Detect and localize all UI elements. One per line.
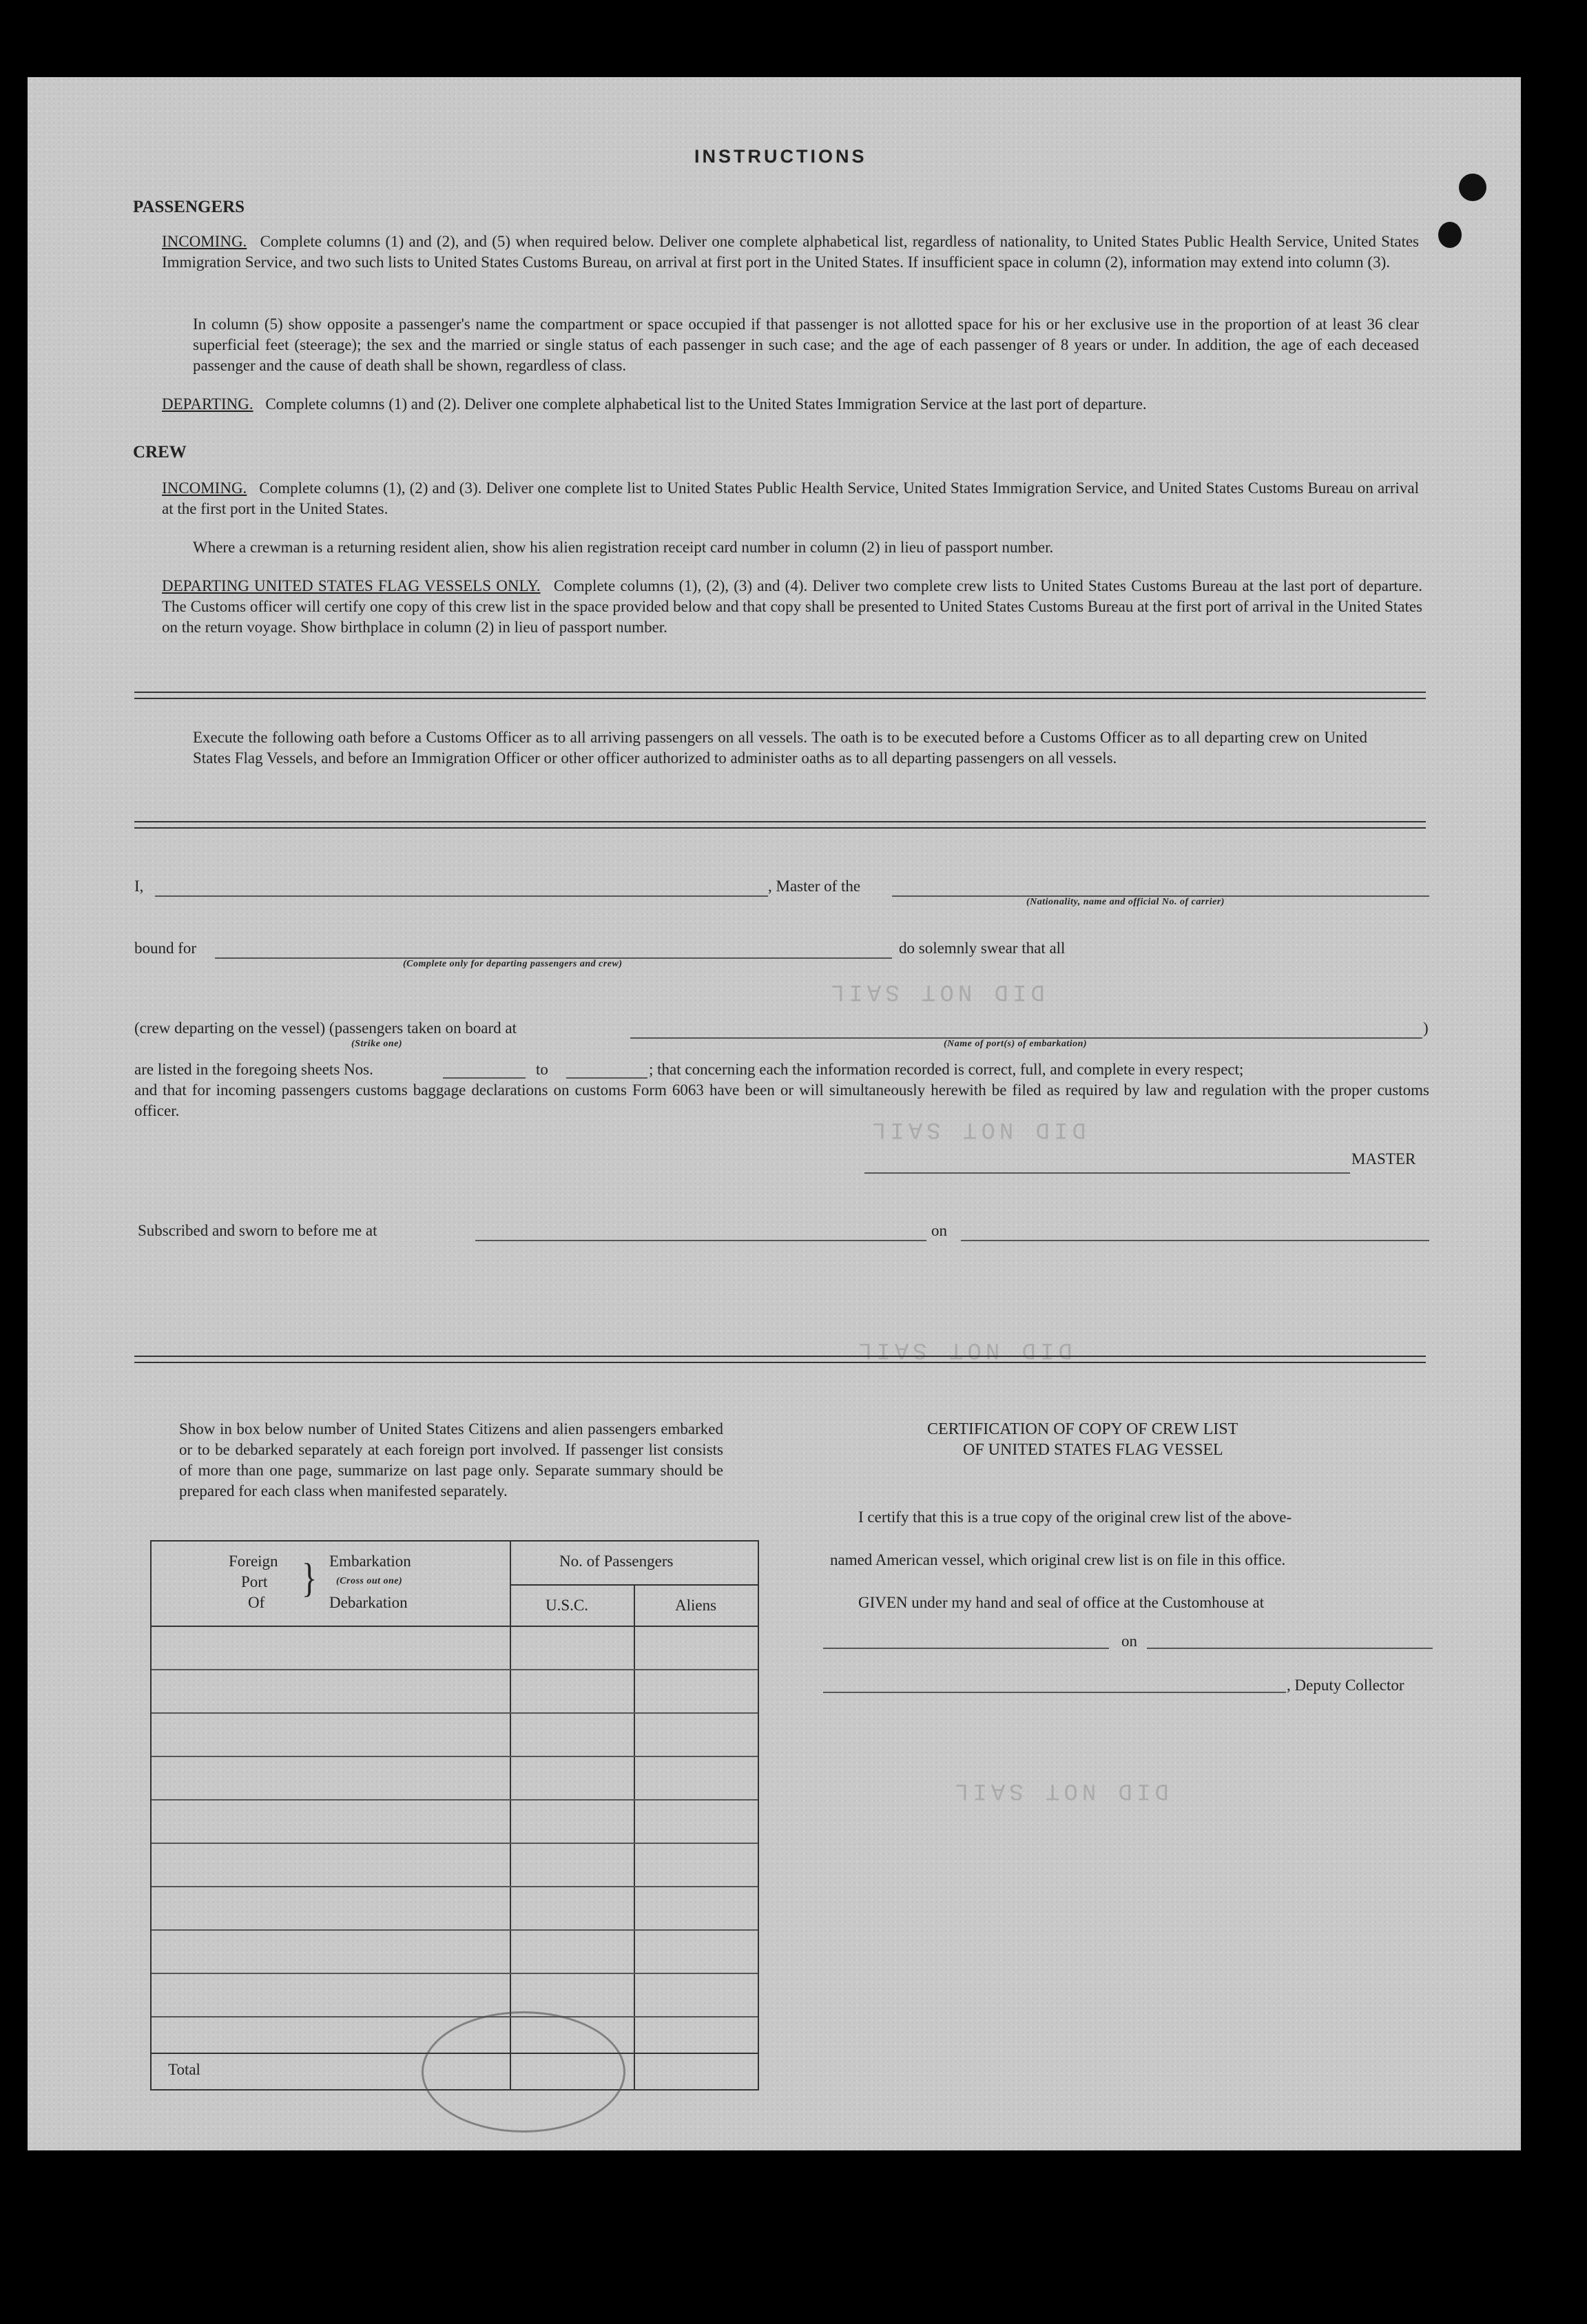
- passengers-heading: PASSENGERS: [133, 198, 245, 216]
- table-row-rule: [152, 1669, 758, 1670]
- bleed-through-stamp: DID NOT SAIL: [868, 1116, 1086, 1142]
- oath-strike-text: (crew departing on the vessel) (passengers taken on board at: [134, 1019, 517, 1037]
- sheet-to-field[interactable]: [566, 1077, 647, 1079]
- certification-on-label: on: [1121, 1632, 1137, 1650]
- postmark-stamp: [422, 2011, 625, 2133]
- oath-intro-paragraph: Execute the following oath before a Customs Officer as to all arriving passengers on all vessels. The oath is to be executed before a Customs Officer as to all departing crew on United States Flag Vessels, and before an Immigration Officer or other officer authorized to administer oaths as to all departing passengers on all vessels.: [193, 729, 1367, 767]
- crew-resident-paragraph: Where a crewman is a returning resident alien, show his alien registration receipt card number in column (2) in lieu of passport number.: [193, 539, 1054, 556]
- passengers-incoming-paragraph: [162, 231, 1419, 273]
- table-foreign-label: Foreign: [229, 1553, 278, 1570]
- crew-incoming-paragraph: [162, 478, 1419, 519]
- sworn-date-field[interactable]: [961, 1240, 1429, 1241]
- crew-departing-text: Complete columns (1), (2), (3) and (4). Deliver two complete crew lists to United States Customs Bureau at the last port of departure. The Customs officer will certify one copy of this crew list in the space provided below and that copy shall be presented to United States Customs Bureau at the first port of arrival in the United States on the return voyage. Show birthplace in column (2) in lieu of passport number.: [162, 577, 1423, 636]
- passengers-column5-paragraph: In column (5) show opposite a passenger's name the compartment or space occupied if that passenger is not allotted space for his or her exclusive use in the proportion of at least 36 clear superficial feet (steerage); the sex and the married or single status of each passenger in such case; and the age of each passenger of 8 years or under. In addition, the age of each deceased passenger and the cause of death shall be shown, regardless of class.: [193, 315, 1419, 374]
- table-row-rule: [152, 1712, 758, 1714]
- brace-icon: }: [302, 1555, 318, 1601]
- oath-bottom-divider: [134, 1356, 1426, 1363]
- master-signature-field[interactable]: [864, 1172, 1350, 1174]
- strike-note: (Strike one): [351, 1039, 403, 1049]
- passengers-incoming-label: INCOMING.: [162, 233, 247, 250]
- subscribed-label: Subscribed and sworn to before me at: [138, 1222, 377, 1239]
- table-row-rule: [152, 1886, 758, 1887]
- bleed-through-stamp: DID NOT SAIL: [951, 1777, 1169, 1803]
- passengers-departing-label: DEPARTING.: [162, 395, 253, 413]
- carrier-field-note: (Nationality, name and official No. of carrier): [1026, 897, 1225, 907]
- oath-baggage-text: and that for incoming passengers customs baggage declarations on customs Form 6063 have been or will simultaneously herewith be filed as required by law and regulation with the proper customs officer.: [134, 1081, 1429, 1119]
- table-usc-label: U.S.C.: [546, 1597, 588, 1614]
- table-column-divider: [510, 1542, 511, 2089]
- page-title: INSTRUCTIONS: [694, 146, 867, 167]
- sworn-place-field[interactable]: [475, 1240, 926, 1241]
- punch-hole-icon: [1459, 174, 1486, 201]
- table-row-rule: [152, 1756, 758, 1757]
- oath-swear-text: do solemnly swear that all: [899, 940, 1066, 957]
- customhouse-field[interactable]: [823, 1648, 1109, 1649]
- certification-date-field[interactable]: [1147, 1648, 1433, 1649]
- master-label: MASTER: [1351, 1150, 1416, 1168]
- certification-line-2: named American vessel, which original crew list is on file in this office.: [830, 1551, 1286, 1568]
- bleed-through-stamp: DID NOT SAIL: [827, 978, 1045, 1004]
- section-divider: [134, 692, 1426, 699]
- passengers-incoming-text: Complete columns (1) and (2), and (5) when required below. Deliver one complete alphabetical list, regardless of nationality, to United States Public Health Service, United States Immigration Service, and two such lists to United States Customs Bureau, on arrival at first port in the United States. If insufficient space in column (2), information may extend into column (3).: [162, 233, 1420, 271]
- passengers-departing-text: Complete columns (1) and (2). Deliver one complete alphabetical list to the United States Immigration Service at the last port of departure.: [265, 395, 1147, 413]
- table-no-passengers-label: No. of Passengers: [559, 1553, 674, 1570]
- oath-sheets-label: are listed in the foregoing sheets Nos.: [134, 1061, 373, 1078]
- deputy-collector-field[interactable]: [823, 1692, 1286, 1693]
- certification-line-3: GIVEN under my hand and seal of office at the Customhouse at: [858, 1594, 1265, 1611]
- table-total-label: Total: [168, 2061, 200, 2078]
- crew-heading: CREW: [133, 443, 187, 461]
- table-row-rule: [152, 1929, 758, 1931]
- sheet-from-field[interactable]: [443, 1077, 526, 1079]
- table-row-rule: [152, 2016, 758, 2017]
- passengers-departing-paragraph: [162, 394, 1422, 415]
- oath-i-label: I,: [134, 878, 144, 895]
- oath-master-of-label: , Master of the: [768, 878, 861, 895]
- table-embarkation-label: Embarkation: [329, 1553, 411, 1570]
- close-paren: ): [1423, 1019, 1429, 1037]
- summary-instructions: Show in box below number of United States Citizens and alien passengers embarked or to be debarked separately at each foreign port involved. If passenger list consists of more than one page, summarize on last page only. Separate summary should be prepared for each class when manifested separately.: [179, 1420, 723, 1500]
- oath-bound-for-label: bound for: [134, 940, 197, 957]
- table-of-label: Of: [248, 1594, 265, 1611]
- table-port-label: Port: [241, 1573, 268, 1590]
- certification-subtitle: OF UNITED STATES FLAG VESSEL: [963, 1441, 1223, 1459]
- table-aliens-label: Aliens: [675, 1597, 717, 1614]
- deputy-collector-label: , Deputy Collector: [1287, 1677, 1404, 1694]
- master-name-field[interactable]: [155, 895, 768, 897]
- certification-title: CERTIFICATION OF COPY OF CREW LIST: [927, 1420, 1238, 1438]
- bound-for-note: (Complete only for departing passengers and crew): [403, 959, 623, 969]
- table-debarkation-label: Debarkation: [329, 1594, 408, 1611]
- table-column-divider: [634, 1584, 635, 2089]
- table-cross-out-note: (Cross out one): [336, 1576, 403, 1586]
- oath-sheets-to: to: [536, 1061, 548, 1078]
- punch-hole-icon: [1438, 222, 1462, 248]
- passenger-summary-table: [150, 1540, 759, 2090]
- table-header-rule: [152, 1626, 758, 1627]
- crew-incoming-label: INCOMING.: [162, 479, 247, 497]
- crew-incoming-text: Complete columns (1), (2) and (3). Deliver one complete list to United States Public Health Service, United States Immigration Service, and United States Customs Bureau on arrival at the first port in the United States.: [162, 479, 1419, 517]
- table-row-rule: [152, 1843, 758, 1844]
- oath-divider: [134, 821, 1426, 829]
- sworn-on-label: on: [931, 1222, 947, 1239]
- embarkation-ports-note: (Name of port(s) of embarkation): [944, 1039, 1088, 1049]
- table-row-rule: [152, 1799, 758, 1801]
- bleed-through-stamp: DID NOT SAIL: [854, 1336, 1072, 1362]
- oath-sheets-text: ; that concerning each the information recorded is correct, full, and complete in every respect;: [649, 1061, 1244, 1078]
- crew-departing-paragraph: [162, 576, 1422, 638]
- certification-line-1: I certify that this is a true copy of the original crew list of the above-: [858, 1508, 1292, 1526]
- table-row-rule: [152, 1973, 758, 1974]
- crew-departing-label: DEPARTING UNITED STATES FLAG VESSELS ONLY.: [162, 577, 541, 594]
